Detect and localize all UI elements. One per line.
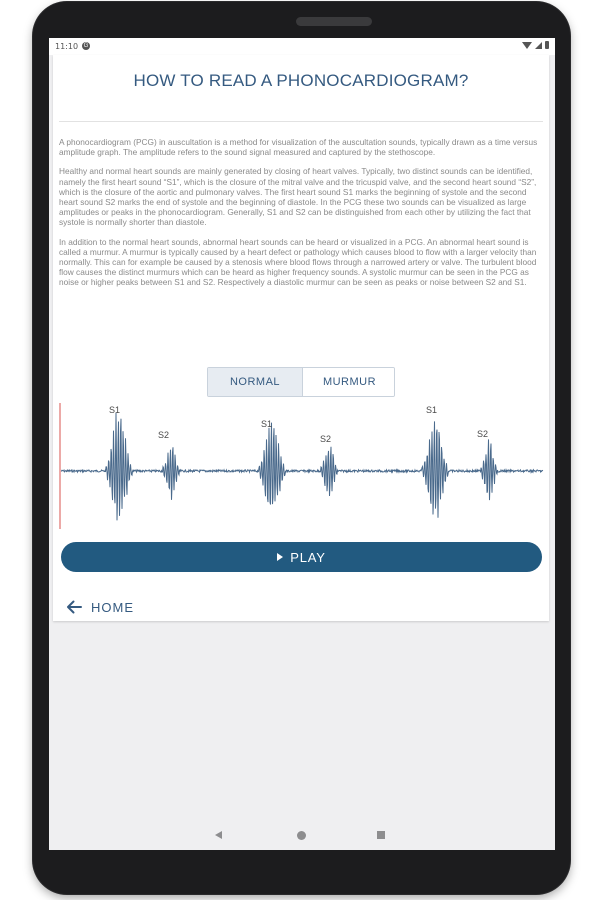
paragraph-intro: A phonocardiogram (PCG) in auscultation is a method for visualization of the auscultation sounds, typically drawn as a time versus amplitude graph. The amplitude refers to the sound signal measured and captured by the stethoscope. [59,137,538,158]
content-card [53,55,549,621]
status-time: 11:10 [55,42,79,51]
s2-label: S2 [320,434,332,444]
phonocardiogram [59,403,545,533]
s1-label: S1 [109,405,121,415]
s1-label: S1 [261,419,273,429]
system-nav-bar [49,822,555,850]
arrow-left-icon [65,598,83,616]
pcg-waveform [61,413,543,520]
s2-label: S2 [477,429,489,439]
battery-icon [545,41,549,49]
play-button[interactable] [61,542,542,572]
g-icon: G [83,43,89,49]
s2-label: S2 [158,430,170,440]
signal-icon [535,42,542,49]
status-icons [522,41,549,49]
wifi-icon [522,42,532,49]
paragraph-normal-sounds: Healthy and normal heart sounds are mainly generated by closing of heart valves. Typically, two distinct sounds can be identified, namely the first heart sound “S1”, which is the closure of the mitral valve and the tricuspid valve, and the second heart sound “S2”, which is the closure of the aortic and pulmonary valves. The first heart sound S1 marks the beginning of systole and the second heart sound S2 marks the end of systole and the beginning of diastole. In the PCG these two sounds can be visualized as large amplitudes or peaks in the phonocardiogram. Generally, S1 and S2 can be distinguished from each other by utilizing the fact that systole is normally shorter than diastole. [59,166,537,228]
home-icon[interactable] [297,831,306,840]
play-icon [277,553,283,561]
status-bar [49,38,555,55]
screen [49,38,555,850]
recents-icon[interactable] [377,831,385,839]
home-link[interactable] [65,595,134,619]
home-label: HOME [91,599,134,615]
murmur-option[interactable]: MURMUR [303,368,395,396]
play-label: PLAY [290,549,326,565]
paragraph-murmur: In addition to the normal heart sounds, abnormal heart sounds can be heard or visualized in a PCG. An abnormal heart sound is called a murmur. A murmur is typically caused by a heart defect or pathology which causes blood to flow with a larger velocity than normally. This can for example be caused by a stenosis where blood flows through a narrowed artery or valve. The turbulent blood flow causes the distinct murmurs which can be heard as higher frequency sounds. A systolic murmur can be seen in the PCG as noise or higher peaks between S1 and S2. Respectively a diastolic murmur can be seen as peaks or noise between S2 and S1. [59,236,537,288]
article-body [59,137,545,297]
normal-option[interactable]: NORMAL [208,368,303,396]
sound-type-toggle [207,367,395,397]
title-divider [59,121,543,122]
page-title: HOW TO READ A PHONOCARDIOGRAM? [133,71,469,90]
s1-label: S1 [426,405,438,415]
back-icon[interactable] [215,831,222,839]
speaker-grille [296,17,372,26]
